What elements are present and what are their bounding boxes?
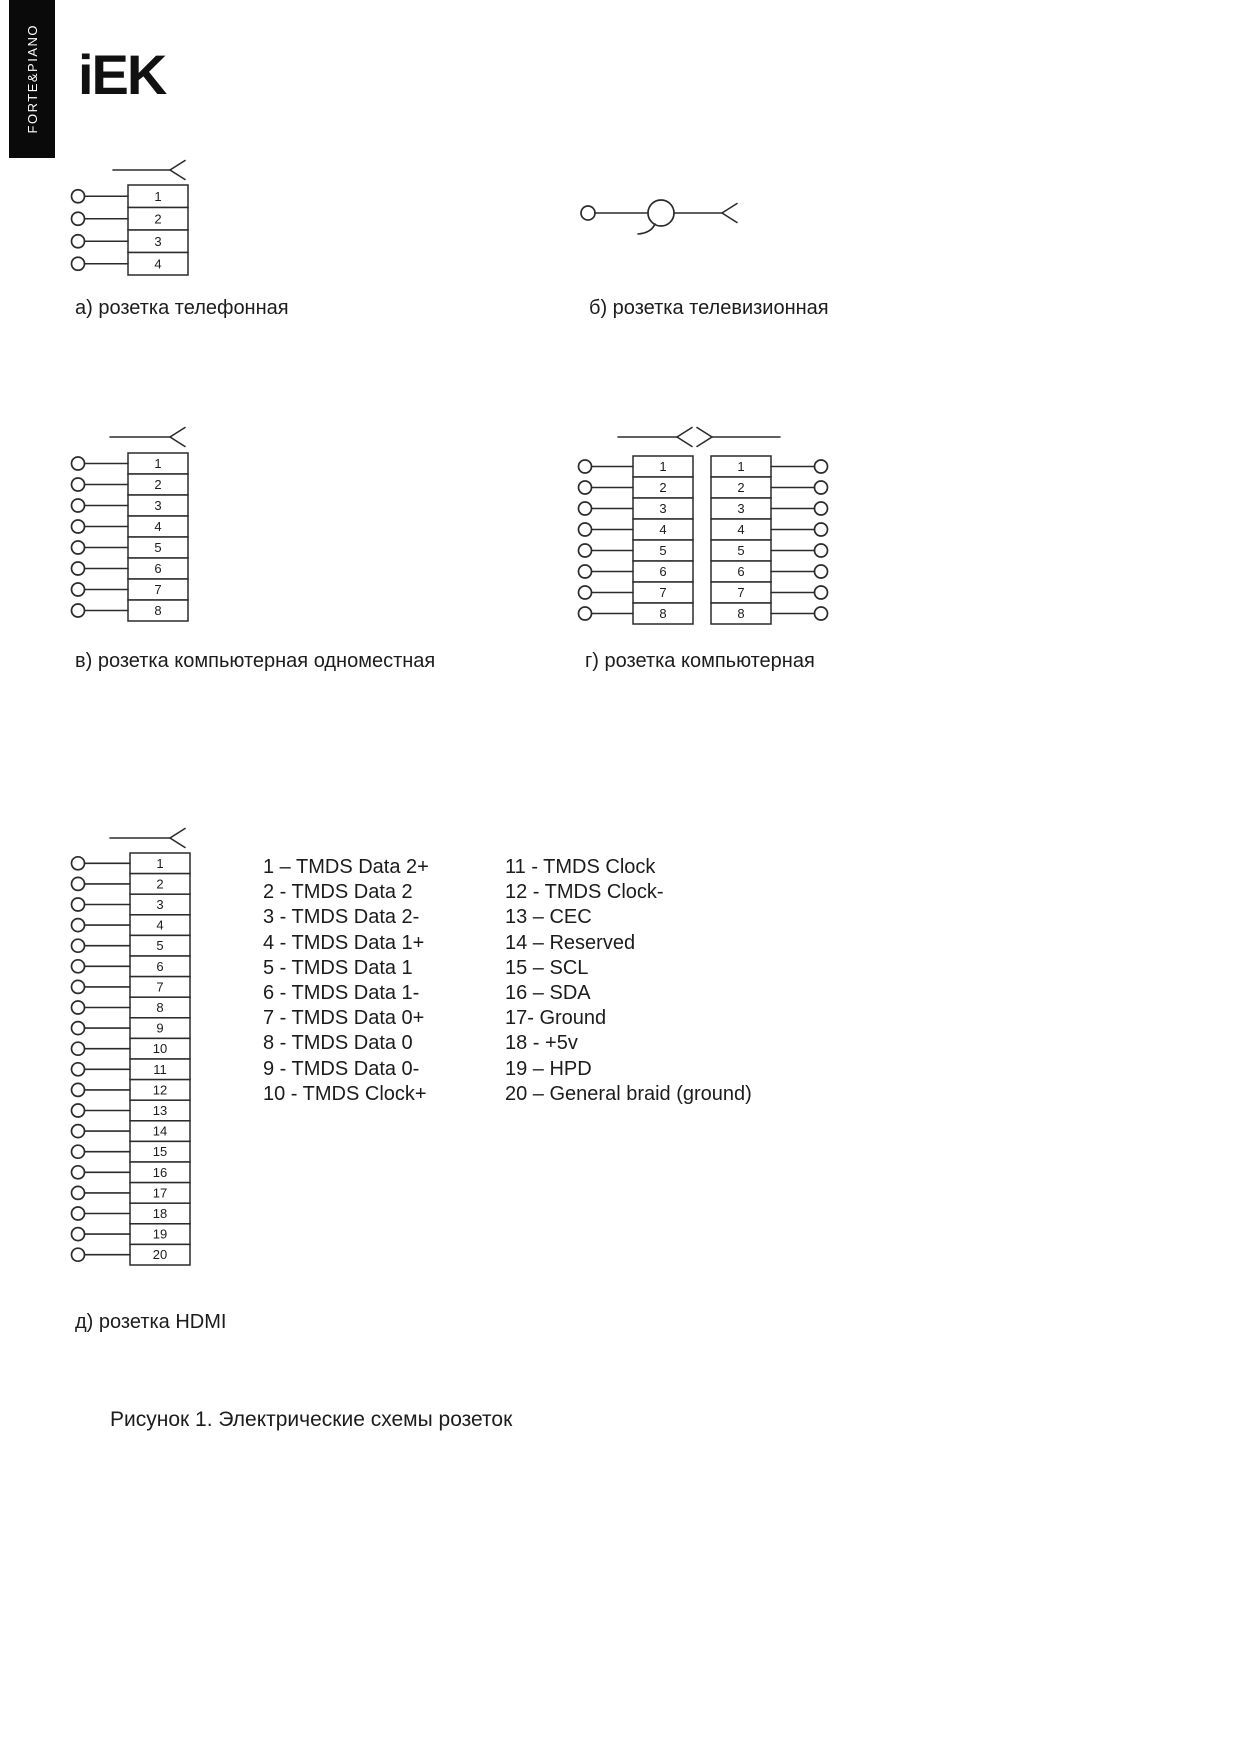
svg-text:2: 2 xyxy=(154,477,162,492)
svg-text:4: 4 xyxy=(156,917,164,933)
label-tv-socket: б) розетка телевизионная xyxy=(589,297,829,319)
legend-item: 4 - TMDS Data 1+ xyxy=(263,931,425,954)
legend-item: 9 - TMDS Data 0- xyxy=(263,1057,420,1080)
svg-text:5: 5 xyxy=(156,938,164,954)
diagram-hdmi-socket xyxy=(72,829,191,1266)
svg-text:8: 8 xyxy=(737,606,745,621)
svg-text:15: 15 xyxy=(152,1144,168,1160)
svg-text:16: 16 xyxy=(152,1164,168,1180)
legend-item: 8 - TMDS Data 0 xyxy=(263,1032,413,1055)
svg-text:8: 8 xyxy=(659,606,667,621)
svg-text:1: 1 xyxy=(659,459,667,474)
svg-text:3: 3 xyxy=(154,498,162,513)
iek-logo: iEK xyxy=(78,43,166,106)
svg-text:1: 1 xyxy=(154,456,162,471)
svg-text:2: 2 xyxy=(156,876,164,892)
svg-text:3: 3 xyxy=(156,897,164,912)
legend-item: 14 – Reserved xyxy=(505,931,636,954)
hdmi-legend-right xyxy=(505,855,752,1107)
label-computer-double-socket: г) розетка компьютерная xyxy=(585,650,815,672)
svg-text:6: 6 xyxy=(737,564,745,579)
legend-item: 15 – SCL xyxy=(505,956,589,979)
legend-item: 20 – General braid (ground) xyxy=(505,1082,752,1105)
svg-text:9: 9 xyxy=(156,1020,164,1036)
svg-text:4: 4 xyxy=(154,519,162,534)
svg-text:11: 11 xyxy=(153,1061,167,1077)
legend-item: 6 - TMDS Data 1- xyxy=(263,982,420,1005)
svg-text:3: 3 xyxy=(737,501,745,516)
svg-text:2: 2 xyxy=(737,480,745,495)
diagram-telephone-socket xyxy=(72,161,189,276)
svg-text:4: 4 xyxy=(154,256,162,272)
legend-item: 1 – TMDS Data 2+ xyxy=(263,856,429,878)
label-hdmi-socket: д) розетка HDMI xyxy=(75,1311,227,1333)
svg-text:4: 4 xyxy=(659,522,667,537)
legend-item: 10 - TMDS Clock+ xyxy=(263,1082,427,1105)
legend-item: 12 - TMDS Clock- xyxy=(505,881,664,904)
diagram-computer-single-socket xyxy=(72,428,189,622)
legend-item: 2 - TMDS Data 2 xyxy=(263,881,413,904)
diagram-computer-double-socket xyxy=(579,428,828,625)
svg-text:3: 3 xyxy=(154,233,162,249)
svg-text:18: 18 xyxy=(152,1206,168,1221)
legend-item: 17- Ground xyxy=(505,1007,607,1030)
label-telephone-socket: а) розетка телефонная xyxy=(75,297,289,319)
legend-item: 3 - TMDS Data 2- xyxy=(263,906,420,929)
series-label: FORTE&PIANO xyxy=(24,24,40,134)
svg-text:19: 19 xyxy=(152,1226,168,1242)
svg-text:3: 3 xyxy=(659,501,667,516)
hdmi-legend-left xyxy=(263,855,429,1107)
svg-text:5: 5 xyxy=(659,543,667,558)
legend-item: 7 - TMDS Data 0+ xyxy=(263,1007,425,1030)
svg-text:7: 7 xyxy=(659,585,667,600)
legend-item: 13 – CEC xyxy=(505,906,592,929)
svg-text:2: 2 xyxy=(659,480,667,495)
svg-text:7: 7 xyxy=(154,582,162,597)
svg-text:13: 13 xyxy=(152,1103,168,1118)
legend-item: 5 - TMDS Data 1 xyxy=(263,956,413,979)
svg-text:12: 12 xyxy=(152,1082,168,1098)
diagram-tv-socket xyxy=(581,200,737,234)
svg-text:2: 2 xyxy=(154,211,162,227)
legend-item: 11 - TMDS Clock xyxy=(505,856,656,878)
legend-item: 16 – SDA xyxy=(505,982,591,1005)
svg-text:17: 17 xyxy=(152,1185,168,1201)
svg-text:10: 10 xyxy=(152,1041,168,1057)
svg-text:6: 6 xyxy=(659,564,667,579)
svg-text:20: 20 xyxy=(152,1247,168,1263)
svg-text:14: 14 xyxy=(152,1123,168,1139)
svg-text:8: 8 xyxy=(156,1000,164,1015)
label-computer-single-socket: в) розетка компьютерная одноместная xyxy=(75,650,436,672)
svg-text:6: 6 xyxy=(156,958,164,974)
svg-text:1: 1 xyxy=(737,459,745,474)
svg-text:5: 5 xyxy=(154,540,162,555)
legend-item: 19 – HPD xyxy=(505,1057,592,1080)
svg-text:7: 7 xyxy=(737,585,745,600)
svg-text:1: 1 xyxy=(156,855,164,871)
legend-item: 18 - +5v xyxy=(505,1032,578,1055)
svg-text:4: 4 xyxy=(737,522,745,537)
svg-text:5: 5 xyxy=(737,543,745,558)
figure-caption: Рисунок 1. Электрические схемы розеток xyxy=(110,1408,513,1431)
svg-text:7: 7 xyxy=(156,979,164,995)
svg-text:8: 8 xyxy=(154,603,162,618)
svg-text:6: 6 xyxy=(154,561,162,576)
svg-text:1: 1 xyxy=(154,188,162,204)
